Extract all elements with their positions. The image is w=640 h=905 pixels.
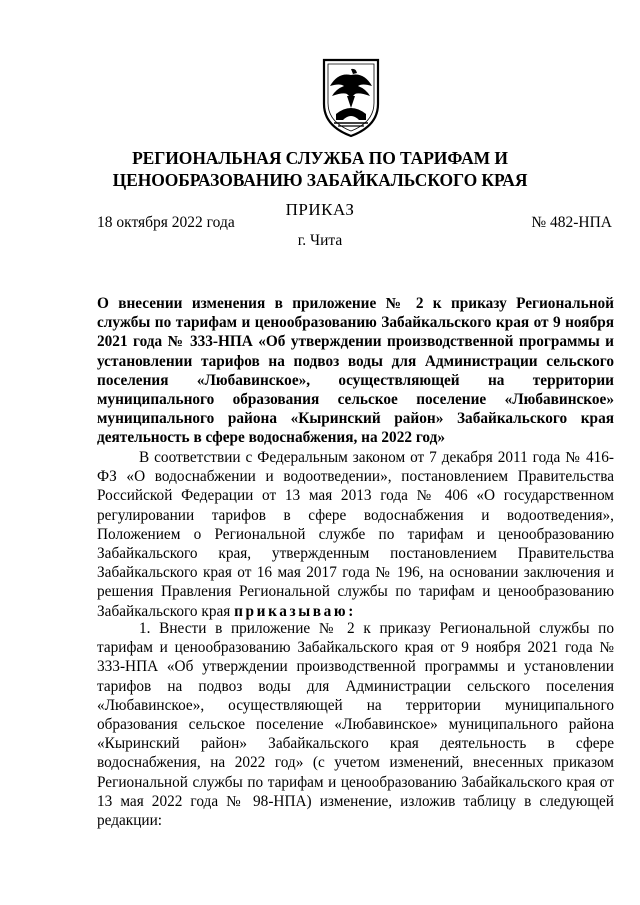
document-date: 18 октября 2022 года: [97, 214, 235, 231]
document-city: г. Чита: [297, 232, 343, 249]
agency-name-line1: РЕГИОНАЛЬНАЯ СЛУЖБА ПО ТАРИФАМ И: [132, 148, 508, 168]
agency-name-line2: ЦЕНООБРАЗОВАНИЮ ЗАБАЙКАЛЬСКОГО КРАЯ: [112, 170, 528, 190]
preamble-paragraph: [97, 448, 614, 621]
document-type: ПРИКАЗ: [285, 200, 355, 219]
coat-of-arms-eagle-icon: [318, 56, 384, 138]
order-item-1: 1. Внести в приложение № 2 к приказу Региональной службы по тарифам и ценообразованию Забайкальского края от 9 ноября 2021 года № 333-НПА «Об утверждении производственной программы и установлении тарифов на подвоз воды для Администрации сельского поселения «Любавинское», осуществляющей на территории муниципального образования сельское поселение «Любавинское» муниципального района «Кыринский район» Забайкальского края деятельность в сфере водоснабжения, на 2022 год» (с учетом изменений, внесенных приказом Региональной службы по тарифам и ценообразованию Забайкальского края от 13 мая 2022 года № 98-НПА) изменение, изложив таблицу в следующей редакции:: [97, 620, 614, 830]
document-title: О внесении изменения в приложение № 2 к приказу Региональной службы по тарифам и ценообразованию Забайкальского края от 9 ноября 2021 года № 333-НПА «Об утверждении производственной программы и установлении тарифов на подвоз воды для Администрации сельского поселения «Любавинское», осуществляющей на территории муниципального образования сельское поселение «Любавинское» муниципального района «Кыринский район» Забайкальского края деятельность в сфере водоснабжения, на 2022 год»: [97, 295, 614, 447]
document-number: № 482-НПА: [531, 214, 612, 231]
order-word: приказываю:: [234, 602, 356, 620]
preamble-text: В соответствии с Федеральным законом от 7 декабря 2011 года № 416-ФЗ «О водоснабжении и водоотведении», постановлением Правительства Российской Федерации от 13 мая 2013 года № 406 «О государственном регулировании тарифов в сфере водоснабжения и водоотведения», Положением о Региональной службе по тарифам и ценообразованию Забайкальского края, утвержденным постановлением Правительства Забайкальского края от 16 мая 2017 года № 196, на основании заключения и решения Правления Региональной службы по тарифам и ценообразованию Забайкальского края: [97, 449, 614, 620]
